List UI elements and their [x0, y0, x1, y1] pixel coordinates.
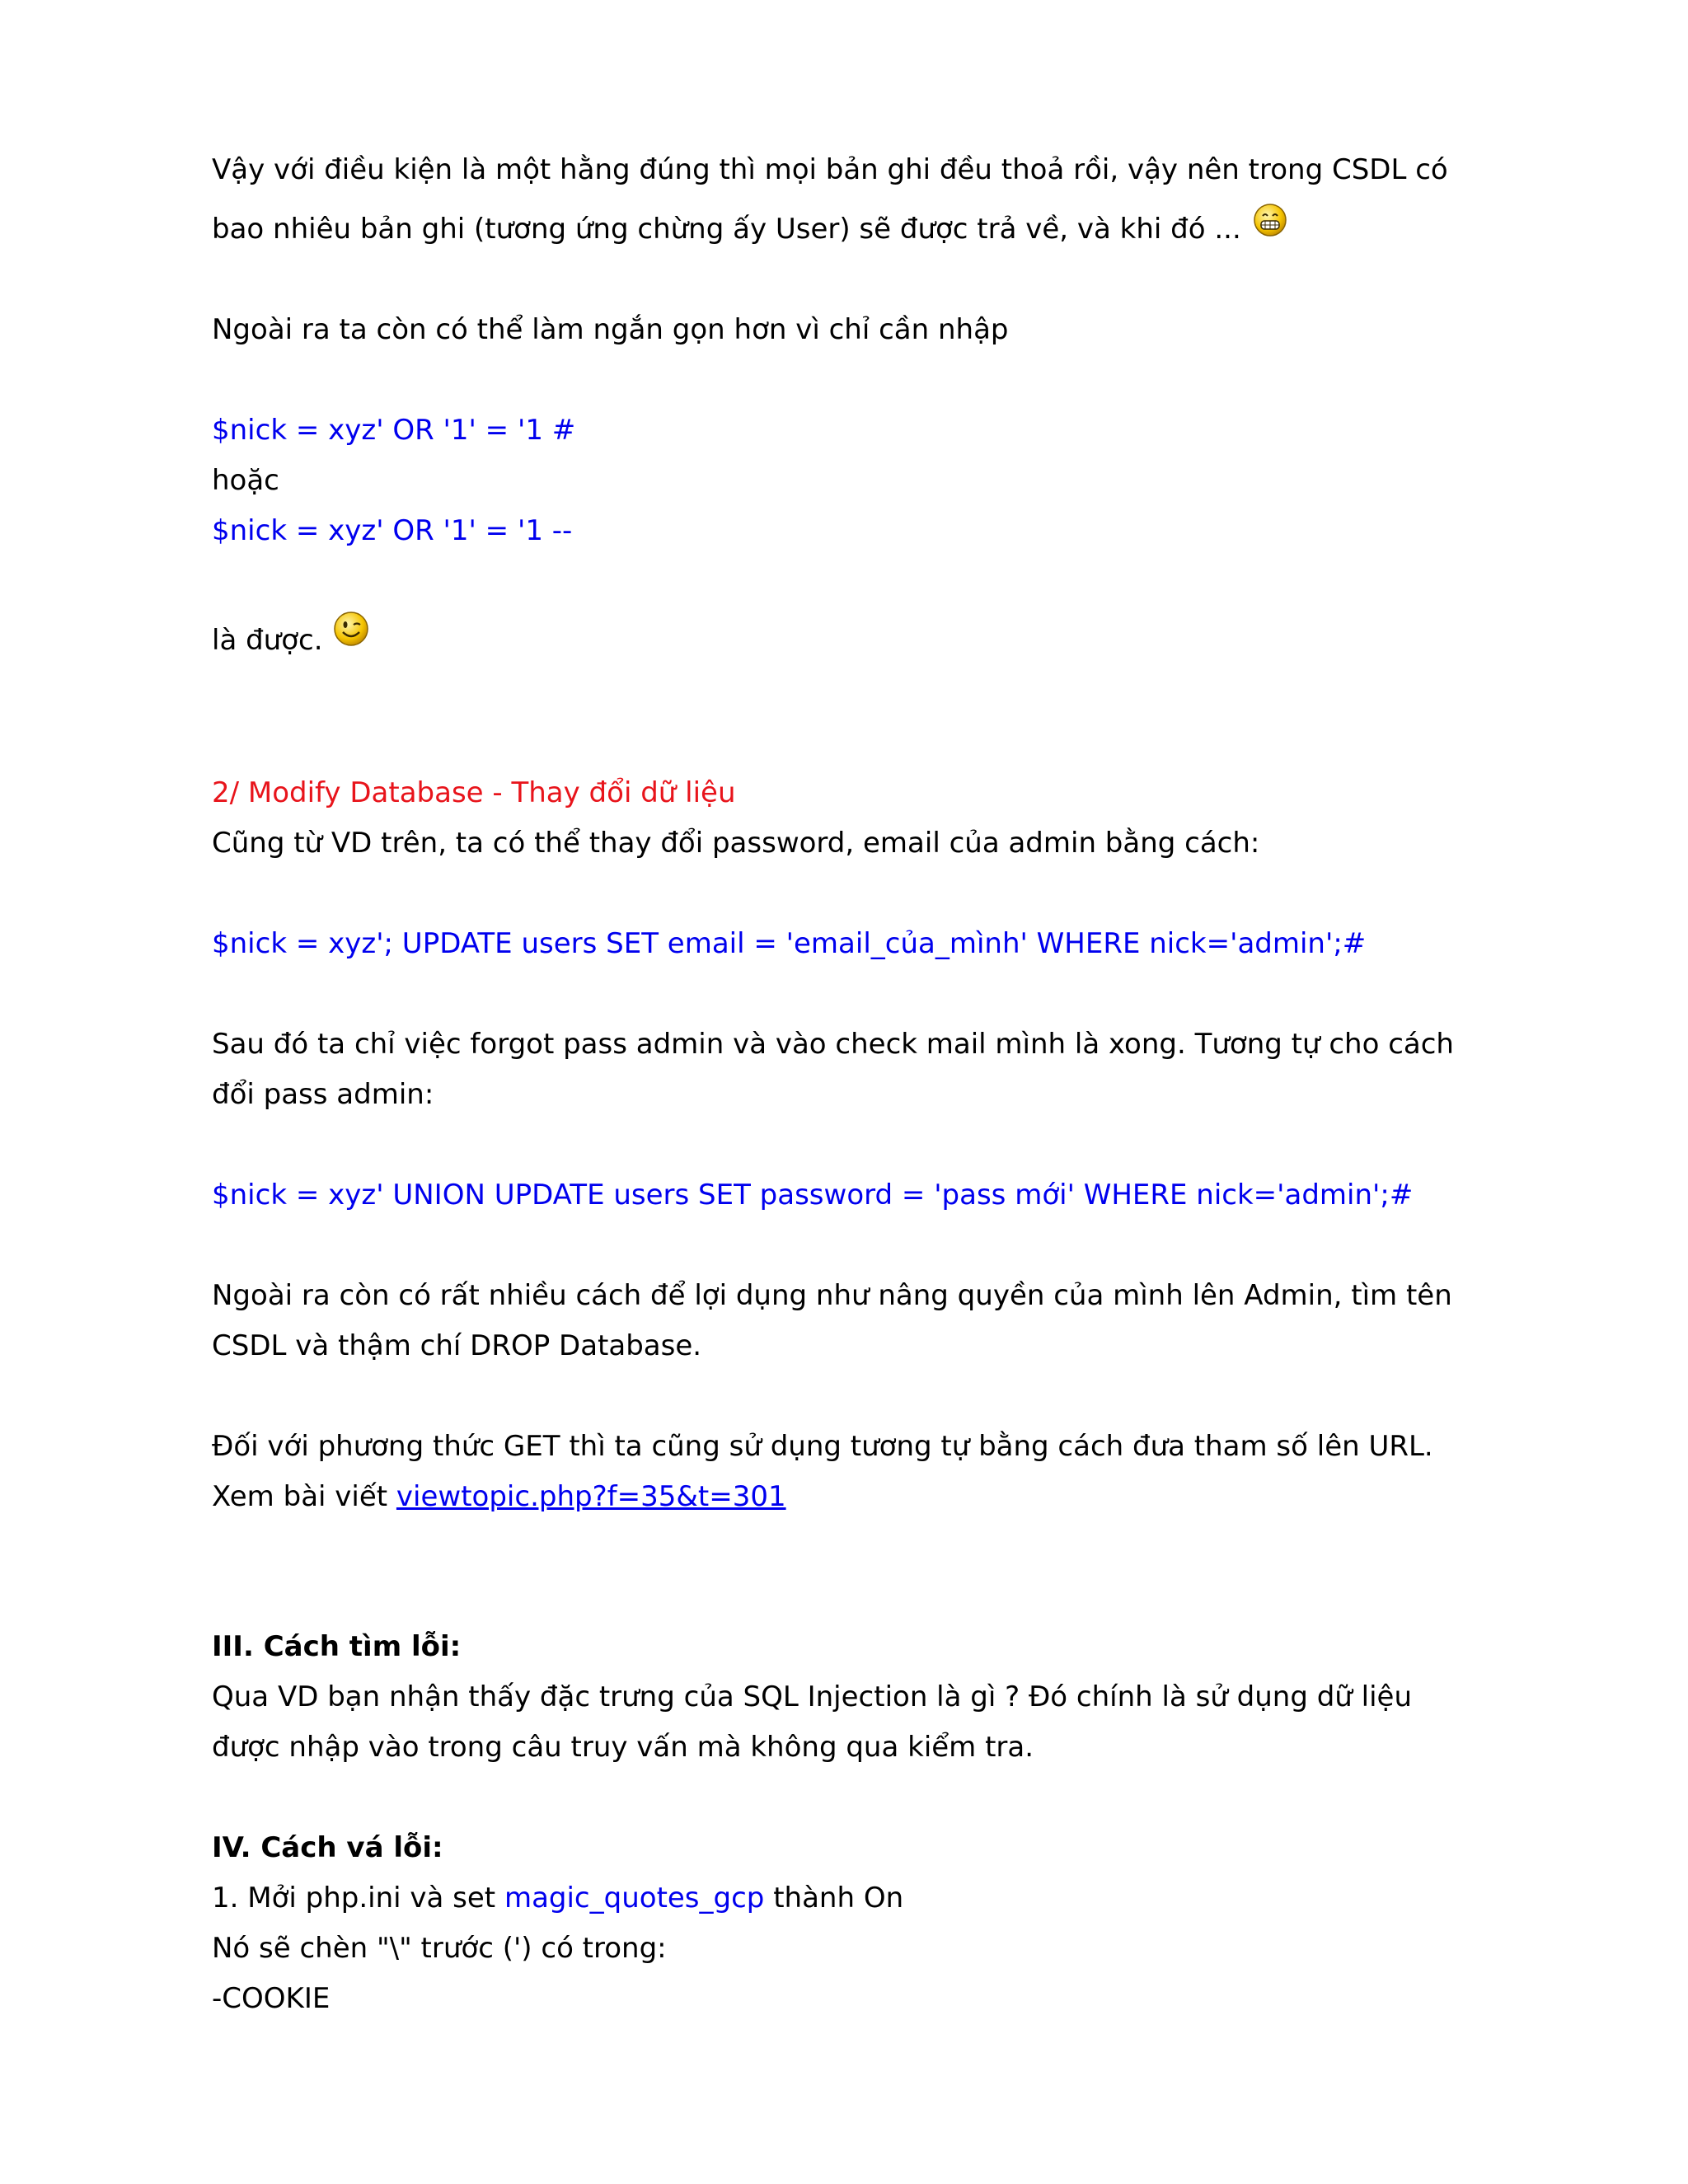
paragraph-line: Ngoài ra còn có rất nhiều cách để lợi dụng như nâng quyền của mình lên Admin, tìm tên	[212, 1279, 1452, 1312]
section-heading: IV. Cách vá lỗi:	[212, 1831, 443, 1864]
code-line: $nick = xyz'; UPDATE users SET email = 'email_của_mình' WHERE nick='admin';#	[212, 927, 1367, 960]
section-heading: III. Cách tìm lỗi:	[212, 1630, 462, 1663]
paragraph-line	[212, 1477, 786, 1516]
paragraph-line	[212, 621, 323, 660]
paragraph-line: Qua VD bạn nhận thấy đặc trưng của SQL Injection là gì ? Đó chính là sử dụng dữ liệu	[212, 1680, 1413, 1713]
code-line: $nick = xyz' OR '1' = '1 #	[212, 414, 576, 447]
paragraph-line: Đối với phương thức GET thì ta cũng sử dụng tương tự bằng cách đưa tham số lên URL.	[212, 1430, 1433, 1463]
paragraph-text: 1. Mởi php.ini và set	[212, 1882, 496, 1915]
paragraph-line: Nó sẽ chèn "\" trước (') có trong:	[212, 1932, 667, 1965]
wink-emoticon-icon	[333, 611, 369, 658]
paragraph-line	[212, 209, 1241, 249]
paragraph-line: hoặc	[212, 464, 279, 497]
paragraph-text: là được.	[212, 624, 323, 657]
paragraph-line: Ngoài ra ta còn có thể làm ngắn gọn hơn vì chỉ cần nhập	[212, 313, 1009, 346]
paragraph-text: Xem bài viết	[212, 1480, 388, 1513]
viewtopic-link[interactable]: viewtopic.php?f=35&t=301	[396, 1480, 786, 1513]
code-line: $nick = xyz' OR '1' = '1 --	[212, 514, 573, 547]
paragraph-line	[212, 1878, 903, 1918]
paragraph-text: thành On	[773, 1882, 904, 1915]
grin-emoticon-icon	[1253, 203, 1287, 248]
paragraph-line: Cũng từ VD trên, ta có thể thay đổi password, email của admin bằng cách:	[212, 827, 1260, 860]
paragraph-text: bao nhiêu bản ghi (tương ứng chừng ấy User) sẽ được trả về, và khi đó ...	[212, 213, 1241, 246]
paragraph-line: -COOKIE	[212, 1982, 331, 2015]
paragraph-line: Vậy với điều kiện là một hằng đúng thì mọi bản ghi đều thoả rồi, vậy nên trong CSDL có	[212, 153, 1448, 186]
paragraph-line: Sau đó ta chỉ việc forgot pass admin và vào check mail mình là xong. Tương tự cho cách	[212, 1028, 1454, 1061]
magic-quotes-keyword: magic_quotes_gcp	[504, 1882, 765, 1915]
paragraph-line: đổi pass admin:	[212, 1078, 434, 1111]
paragraph-line: được nhập vào trong câu truy vấn mà không qua kiểm tra.	[212, 1731, 1034, 1764]
section-heading: 2/ Modify Database - Thay đổi dữ liệu	[212, 776, 736, 809]
paragraph-line: CSDL và thậm chí DROP Database.	[212, 1329, 702, 1362]
code-line: $nick = xyz' UNION UPDATE users SET password = 'pass mới' WHERE nick='admin';#	[212, 1179, 1414, 1212]
